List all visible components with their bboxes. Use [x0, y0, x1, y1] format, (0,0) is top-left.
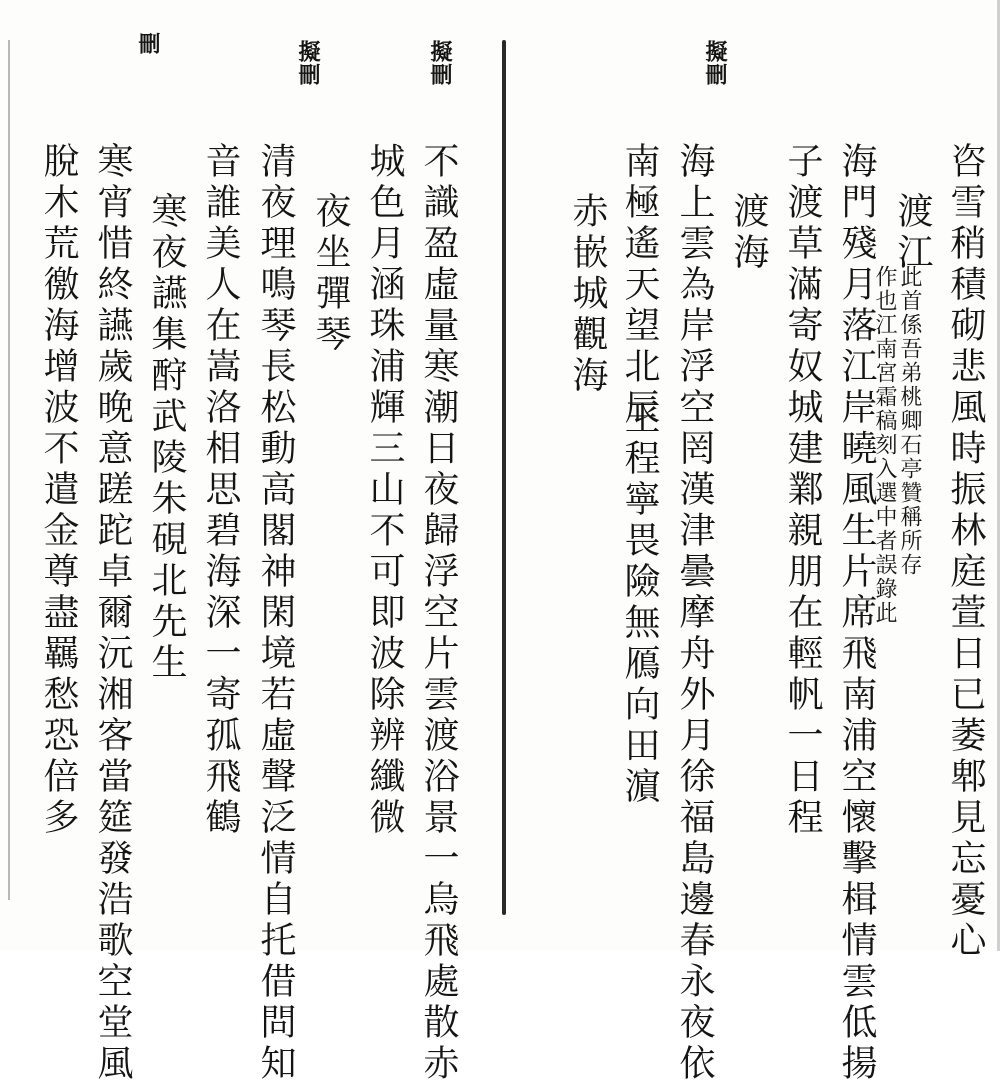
text-column: 南極遙天望北辰 — [619, 142, 660, 429]
text-column: 子渡草滿寄奴城建鄴親朋在輕帆一日程 — [782, 142, 823, 839]
text-column: 脫木荒徼海增波不遣金尊盡羈愁恐倍多 — [38, 142, 79, 839]
poem-title: 赤嵌城觀海 — [567, 192, 608, 397]
text-column: 咨雪稍積砌悲風時振林庭萱日已萎郫見忘憂心 — [945, 142, 986, 962]
annotation-note: 作也江南宮霜稿刻入選中者誤錄此 — [872, 265, 897, 625]
text-column: 寒宵惜終讌歲晚意蹉跎卓爾沅湘客當筵發浩歌空堂風 — [92, 142, 133, 1085]
margin-mark-delete: 刪 — [135, 32, 161, 55]
margin-mark-delete: 擬刪 — [295, 40, 321, 86]
text-column: 音誰美人在嵩洛相思碧海深一寄孤飛鶴 — [200, 142, 241, 839]
poem-title: 夜坐彈琴 — [310, 192, 351, 356]
text-column: 城色月涵珠浦輝三山不可即波除辨纖微 — [364, 142, 405, 839]
text-column: 清夜理鳴琴長松動高閣神閑境若虛聲泛情自托借問知 — [255, 142, 296, 1085]
poem-title: 渡江 — [892, 192, 933, 274]
text-column: 海上雲為岸浮空罔漢津曇摩舟外月徐福島邊春永夜依 — [674, 142, 715, 1085]
margin-mark-delete: 擬刪 — [702, 40, 728, 86]
text-column: 王程寧畏險無鴈向田濵 — [619, 398, 660, 808]
text-column: 海門殘月落江岸曉風生片席飛南浦空懷擊楫情雲低揚 — [836, 142, 877, 1085]
margin-mark-delete: 擬刪 — [427, 40, 453, 86]
poem-title: 渡海 — [728, 192, 769, 274]
right-page — [512, 0, 1000, 951]
text-column: 不識盈虛量寒潮日夜歸浮空片雲渡浴景一烏飛處散赤 — [418, 142, 459, 1085]
annotation-note: 此首係吾弟桃卿石亭贊稱所存 — [897, 265, 922, 577]
poem-title: 寒夜讌集酧武陵朱硯北先生 — [146, 192, 187, 684]
